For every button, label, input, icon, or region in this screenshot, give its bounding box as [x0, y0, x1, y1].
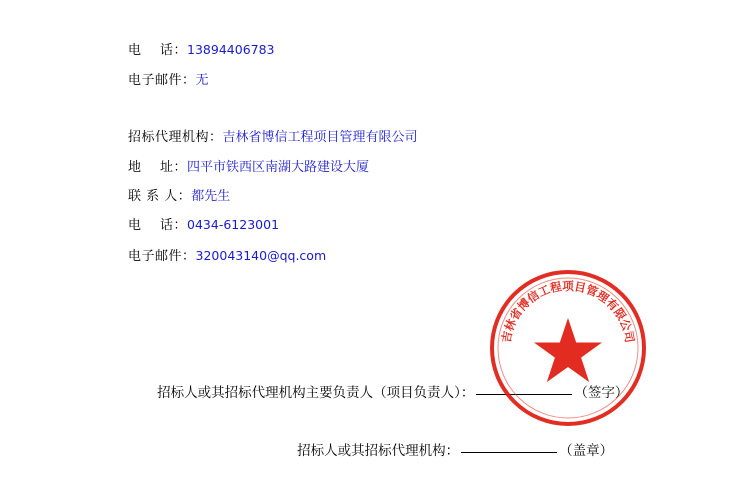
- signature-line-organization: [280, 423, 613, 475]
- contact-phone-row: [128, 44, 275, 57]
- agency-email-row: [128, 250, 326, 263]
- agency-address-label: 地 址：: [128, 160, 188, 175]
- svg-text:吉林省博信工程项目管理有限公司: [499, 279, 637, 344]
- agency-address-value: 四平市铁西区南湖大路建设大厦: [187, 160, 370, 175]
- agency-tel-label: 电 话：: [128, 218, 188, 233]
- agency-email-label: 电子邮件：: [128, 249, 196, 264]
- contact-email-value: 无: [195, 73, 209, 88]
- signature-line-organization-prefix: 招标人或其招标代理机构：: [297, 443, 460, 459]
- agency-tel-value: 0434-6123001: [187, 217, 280, 232]
- agency-contact-label: 联 系 人：: [128, 189, 192, 204]
- signature-line-principal-suffix: （签字）: [574, 385, 629, 401]
- signature-line-principal: [140, 365, 628, 417]
- agency-name-row: [128, 131, 418, 144]
- contact-email-label: 电子邮件：: [128, 73, 196, 88]
- contact-email-row: [128, 74, 209, 87]
- signature-blank-2[interactable]: [461, 451, 557, 453]
- agency-address-row: [128, 161, 369, 174]
- agency-tel-row: [128, 219, 279, 232]
- contact-phone-value: 13894406783: [187, 42, 275, 57]
- agency-name-label: 招标代理机构：: [128, 130, 223, 145]
- signature-line-principal-prefix: 招标人或其招标代理机构主要负责人（项目负责人）：: [157, 385, 475, 401]
- agency-contact-value: 都先生: [191, 189, 231, 204]
- contact-phone-label: 电 话：: [128, 43, 188, 58]
- seal-company-text: 吉林省博信工程项目管理有限公司: [499, 279, 637, 344]
- agency-contact-row: [128, 190, 230, 203]
- agency-name-value: 吉林省博信工程项目管理有限公司: [222, 130, 418, 145]
- signature-line-organization-suffix: （盖章）: [559, 443, 614, 459]
- signature-blank-1[interactable]: [476, 393, 572, 395]
- agency-email-value: 320043140@qq.com: [195, 248, 327, 263]
